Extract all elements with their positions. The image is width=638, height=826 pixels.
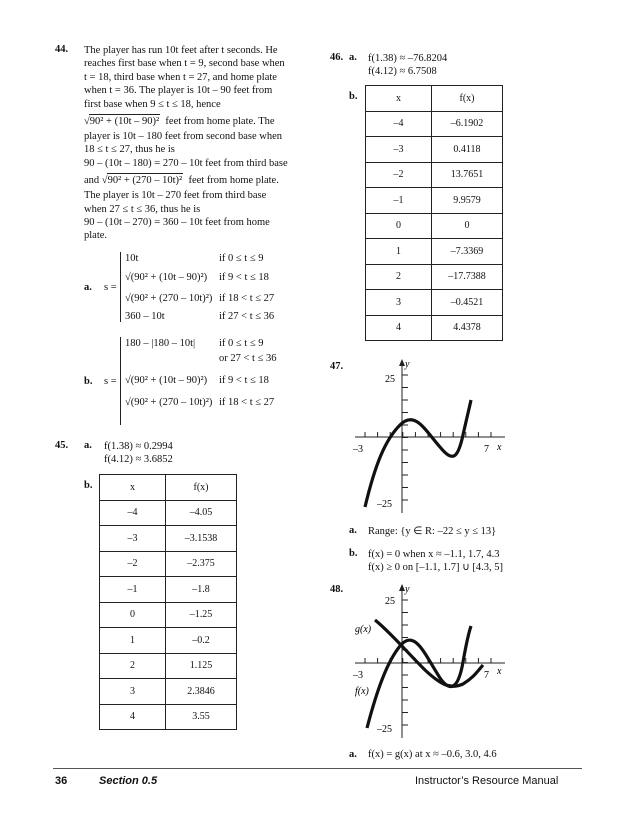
problem-47-number: 47. xyxy=(330,361,344,372)
table-cell: 3 xyxy=(366,290,432,316)
table-row xyxy=(100,628,237,654)
table-row xyxy=(366,188,503,214)
y-min-label: –25 xyxy=(377,499,392,510)
p47-b-text xyxy=(368,548,503,575)
table-row xyxy=(100,704,237,730)
x-axis-label: x xyxy=(497,666,502,677)
table-row xyxy=(100,602,237,628)
table-header-row xyxy=(366,86,503,112)
p44-line: reaches first base when t = 9, second base when xyxy=(84,58,285,70)
table-cell: –2 xyxy=(100,551,166,577)
table-row xyxy=(100,551,237,577)
problem-45-number: 45. xyxy=(55,440,69,451)
table-cell: 3.55 xyxy=(166,704,237,730)
p44-line: The player has run 10t feet after t seconds. He xyxy=(84,45,278,56)
p44-and: and xyxy=(84,175,100,187)
manual-title: Instructor’s Resource Manual xyxy=(415,775,559,787)
p45-a-line: f(4.12) ≈ 3.6852 xyxy=(104,454,173,466)
p44-a-case-expr: 360 – 10t xyxy=(125,311,165,322)
table-row xyxy=(366,137,503,163)
x-max-label: 7 xyxy=(484,444,489,455)
table-row xyxy=(100,679,237,705)
p47-a-text: Range: {y ∈ R: –22 ≤ y ≤ 13} xyxy=(368,526,497,537)
table-row xyxy=(366,290,503,316)
p45-value-table xyxy=(99,474,237,730)
table-row xyxy=(366,213,503,239)
p47-b-label: b. xyxy=(349,548,358,559)
table-cell: –1.8 xyxy=(166,577,237,603)
p47-a-label: a. xyxy=(349,525,357,536)
left-brace xyxy=(120,337,121,425)
table-cell: 13.7651 xyxy=(432,162,503,188)
p44-sqrt-tail: feet from home plate. The xyxy=(165,116,275,128)
table-row xyxy=(100,526,237,552)
table-cell: 4 xyxy=(366,315,432,341)
table-cell: –4 xyxy=(100,500,166,526)
table-cell: –3 xyxy=(100,526,166,552)
sqrt-radical: √ xyxy=(84,116,90,128)
table-cell: –1.25 xyxy=(166,602,237,628)
p44-b-case-cond: or 27 < t ≤ 36 xyxy=(219,353,277,364)
p46-value-table xyxy=(365,85,503,341)
p44-line: 18 ≤ t ≤ 27, thus he is xyxy=(84,144,175,156)
p45-a-line: f(1.38) ≈ 0.2994 xyxy=(104,441,173,452)
table-row xyxy=(100,577,237,603)
p44-a-lhs: s = xyxy=(104,282,117,293)
table-header-cell: f(x) xyxy=(432,86,503,112)
table-row xyxy=(366,264,503,290)
p44-line: when t = 36. The player is 10t – 90 feet from xyxy=(84,85,273,97)
p48-a-label: a. xyxy=(349,749,357,760)
problem-48-number: 48. xyxy=(330,584,344,595)
curve-f xyxy=(365,400,471,507)
section-title: Section 0.5 xyxy=(99,775,158,787)
table-cell: 2.3846 xyxy=(166,679,237,705)
p46-a-text xyxy=(368,52,447,79)
p44-b-case-cond: if 9 < t ≤ 18 xyxy=(219,375,269,386)
p44-line: 90 – (10t – 180) = 270 – 10t feet from third base xyxy=(84,157,288,169)
problem-44-number: 44. xyxy=(55,44,69,55)
p44-a-case-cond: if 9 < t ≤ 18 xyxy=(219,272,269,283)
p45-b-label: b. xyxy=(84,480,93,491)
p44-b-case-cond: if 18 < t ≤ 27 xyxy=(219,397,275,408)
table-cell: 0 xyxy=(100,602,166,628)
g-curve-label: g(x) xyxy=(355,624,372,635)
p45-a-text xyxy=(104,440,173,467)
x-min-label: –3 xyxy=(353,444,363,455)
table-cell: 4 xyxy=(100,704,166,730)
table-cell: 3 xyxy=(100,679,166,705)
p46-a-line: f(4.12) ≈ 6.7508 xyxy=(368,66,437,78)
p46-a-label: a. xyxy=(349,52,357,63)
table-header-cell: x xyxy=(100,475,166,501)
p44-b-label: b. xyxy=(84,376,93,387)
p44-a-case-expr: √(90² + (270 – 10t)²) xyxy=(125,293,213,304)
table-cell: –3.1538 xyxy=(166,526,237,552)
p44-a-case-expr: 10t xyxy=(125,253,139,264)
table-cell: 2 xyxy=(100,653,166,679)
p48-a-text: f(x) = g(x) at x ≈ –0.6, 3.0, 4.6 xyxy=(368,749,497,760)
y-max-label: 25 xyxy=(385,596,395,607)
y-min-label: –25 xyxy=(377,724,392,735)
p44-b-case-expr: 180 – |180 – 10t| xyxy=(125,338,196,349)
table-row xyxy=(366,315,503,341)
table-row xyxy=(366,111,503,137)
table-cell: –4 xyxy=(366,111,432,137)
curve-g xyxy=(375,620,483,686)
table-row xyxy=(100,500,237,526)
table-cell: –0.2 xyxy=(166,628,237,654)
p44-b-lhs: s = xyxy=(104,376,117,387)
x-axis-label: x xyxy=(497,442,502,453)
table-row xyxy=(100,653,237,679)
p44-b-case-expr: √(90² + (270 – 10t)²) xyxy=(125,397,213,408)
table-row xyxy=(366,239,503,265)
table-cell: 2 xyxy=(366,264,432,290)
table-cell: 1 xyxy=(100,628,166,654)
table-header-row xyxy=(100,475,237,501)
p44-a-case-expr: √(90² + (10t – 90)²) xyxy=(125,272,208,283)
table-header-cell: x xyxy=(366,86,432,112)
p44-line: t = 18, third base when t = 27, and home plate xyxy=(84,71,277,83)
left-brace xyxy=(120,252,121,322)
footer-rule xyxy=(53,768,582,769)
sqrt-radical: √ xyxy=(101,175,108,187)
p44-line: player is 10t – 180 feet from second base when xyxy=(84,131,282,143)
p44-line: first base when 9 ≤ t ≤ 18, hence xyxy=(84,98,221,110)
y-axis-label: y xyxy=(405,584,410,595)
p44-sqrt-tail: feet from home plate. xyxy=(188,175,279,187)
table-cell: –1 xyxy=(366,188,432,214)
p48-graph xyxy=(345,580,515,740)
p47-b-line: f(x) = 0 when x ≈ –1.1, 1.7, 4.3 xyxy=(368,549,500,560)
sqrt-expression: 90² + (10t – 90)² xyxy=(89,116,160,128)
y-axis-label: y xyxy=(405,359,410,370)
p46-a-line: f(1.38) ≈ –76.8204 xyxy=(368,53,448,64)
table-cell: 0.4118 xyxy=(432,137,503,163)
p44-a-case-cond: if 27 < t ≤ 36 xyxy=(219,311,275,322)
p44-sqrt-line-2 xyxy=(84,173,288,189)
p44-sqrt-line-1 xyxy=(84,114,288,130)
table-cell: 4.4378 xyxy=(432,315,503,341)
p44-line: when 27 ≤ t ≤ 36, thus he is xyxy=(84,203,201,215)
table-cell: 1.125 xyxy=(166,653,237,679)
page-number: 36 xyxy=(55,775,68,787)
table-row xyxy=(366,162,503,188)
x-min-label: –3 xyxy=(353,670,363,681)
table-cell: –2.375 xyxy=(166,551,237,577)
curve-f xyxy=(367,626,471,728)
table-header-cell: f(x) xyxy=(166,475,237,501)
table-cell: 1 xyxy=(366,239,432,265)
table-cell: 0 xyxy=(432,213,503,239)
problem-46-number: 46. xyxy=(330,52,344,63)
p44-a-case-cond: if 18 < t ≤ 27 xyxy=(219,293,275,304)
p44-b-case-expr: √(90² + (10t – 90)²) xyxy=(125,375,208,386)
table-cell: –17.7388 xyxy=(432,264,503,290)
p47-graph xyxy=(345,355,515,515)
table-cell: 9.9579 xyxy=(432,188,503,214)
p44-line: The player is 10t – 270 feet from third base xyxy=(84,190,267,202)
p44-a-case-cond: if 0 ≤ t ≤ 9 xyxy=(219,253,264,264)
p47-b-line: f(x) ≥ 0 on [–1.1, 1.7] ∪ [4.3, 5] xyxy=(368,562,504,574)
table-cell: –4.05 xyxy=(166,500,237,526)
sqrt-expression: 90² + (270 – 10t)² xyxy=(107,175,183,187)
table-cell: –0.4521 xyxy=(432,290,503,316)
table-cell: –1 xyxy=(100,577,166,603)
x-max-label: 7 xyxy=(484,670,489,681)
table-cell: –2 xyxy=(366,162,432,188)
p44-a-label: a. xyxy=(84,282,92,293)
p44-line: 90 – (10t – 270) = 360 – 10t feet from home xyxy=(84,217,270,229)
table-cell: –7.3369 xyxy=(432,239,503,265)
p46-b-label: b. xyxy=(349,91,358,102)
p45-a-label: a. xyxy=(84,440,92,451)
problem-44-text xyxy=(84,44,288,243)
p44-line: plate. xyxy=(84,230,108,242)
table-cell: –6.1902 xyxy=(432,111,503,137)
p44-b-case-cond: if 0 ≤ t ≤ 9 xyxy=(219,338,264,349)
f-curve-label: f(x) xyxy=(355,686,369,697)
table-cell: –3 xyxy=(366,137,432,163)
table-cell: 0 xyxy=(366,213,432,239)
y-max-label: 25 xyxy=(385,374,395,385)
